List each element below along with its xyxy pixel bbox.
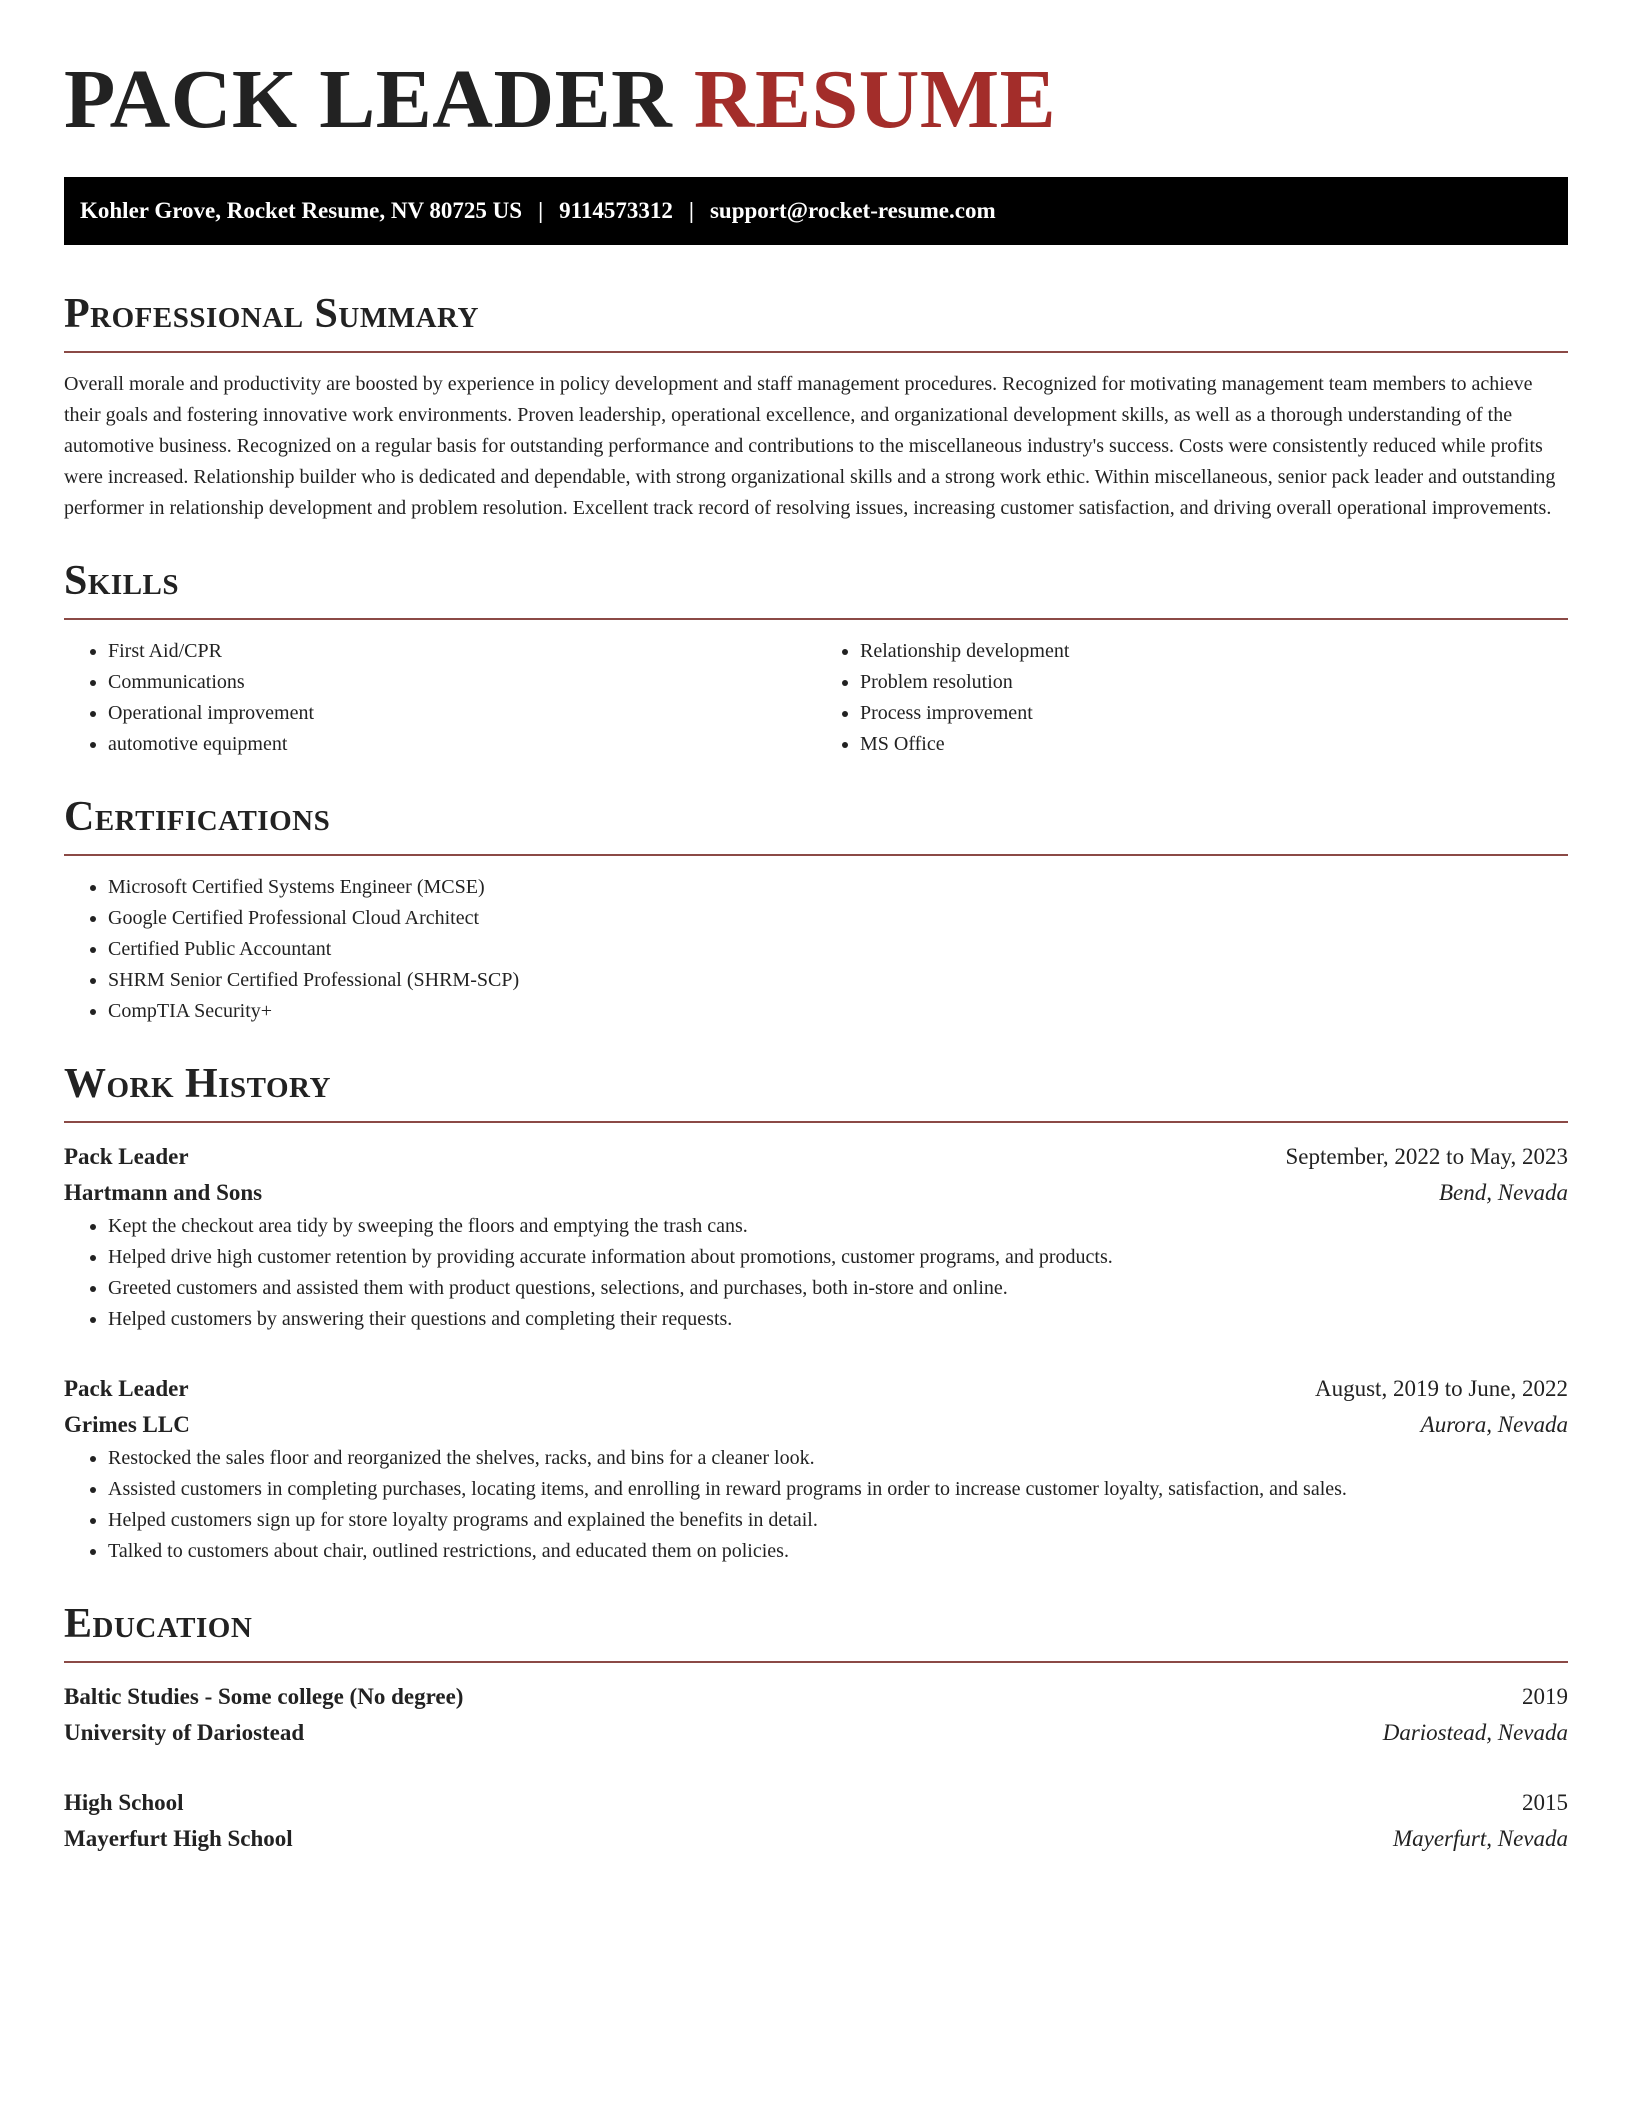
skills-grid bbox=[64, 636, 1568, 760]
job-bullet: • Kept the checkout area tidy by sweeping the floors and emptying the trash cans. bbox=[108, 1211, 1568, 1242]
job-title-row bbox=[64, 1371, 1568, 1407]
summary-heading: Professional Summary bbox=[64, 290, 479, 337]
job-company-row bbox=[64, 1407, 1568, 1443]
section-divider bbox=[64, 854, 1568, 856]
skill-item: • MS Office bbox=[860, 729, 1568, 760]
job-company-row bbox=[64, 1175, 1568, 1211]
education-degree-row bbox=[64, 1679, 1568, 1715]
skill-item: • Relationship development bbox=[860, 636, 1568, 667]
skill-item: • First Aid/CPR bbox=[108, 636, 816, 667]
education-school-row bbox=[64, 1715, 1568, 1751]
education-degree: Baltic Studies - Some college (No degree) bbox=[64, 1683, 464, 1709]
section-divider bbox=[64, 1661, 1568, 1663]
job-bullet: • Talked to customers about chair, outlined restrictions, and educated them on policies. bbox=[108, 1536, 1568, 1567]
title-second-part: RESUME bbox=[693, 53, 1057, 146]
contact-bar bbox=[64, 177, 1568, 245]
job-title: Pack Leader bbox=[64, 1143, 189, 1169]
section-divider bbox=[64, 351, 1568, 353]
contact-separator: | bbox=[538, 197, 544, 223]
job-location: Bend, Nevada bbox=[1438, 1179, 1568, 1205]
education-heading: Education bbox=[64, 1600, 253, 1647]
job-company: Grimes LLC bbox=[64, 1411, 190, 1437]
skills-heading: Skills bbox=[64, 557, 180, 604]
skill-item: • Process improvement bbox=[860, 698, 1568, 729]
job-bullet: • Assisted customers in completing purchases, locating items, and enrolling in reward programs in order to increase customer loyalty, satisfaction, and sales. bbox=[108, 1474, 1568, 1505]
education-year: 2019 bbox=[1522, 1683, 1568, 1709]
skill-item: • Communications bbox=[108, 667, 816, 698]
section-divider bbox=[64, 1121, 1568, 1123]
job-bullets bbox=[64, 1211, 1568, 1335]
contact-address: Kohler Grove, Rocket Resume, NV 80725 US bbox=[80, 197, 523, 223]
job-dates: September, 2022 to May, 2023 bbox=[1285, 1143, 1568, 1169]
job-title: Pack Leader bbox=[64, 1375, 189, 1401]
education-school: Mayerfurt High School bbox=[64, 1825, 293, 1851]
education-school: University of Dariostead bbox=[64, 1719, 305, 1745]
certification-item: • CompTIA Security+ bbox=[108, 996, 1568, 1027]
education-degree-row bbox=[64, 1785, 1568, 1821]
certifications-list bbox=[64, 872, 1568, 1027]
education-school-row bbox=[64, 1821, 1568, 1857]
title-first-part: PACK LEADER bbox=[64, 53, 673, 146]
job-bullet: • Greeted customers and assisted them with product questions, selections, and purchases, both in-store and online. bbox=[108, 1273, 1568, 1304]
skill-item: • automotive equipment bbox=[108, 729, 816, 760]
certification-item: • Certified Public Accountant bbox=[108, 934, 1568, 965]
education-location: Dariostead, Nevada bbox=[1382, 1719, 1568, 1745]
skill-item: • Problem resolution bbox=[860, 667, 1568, 698]
skill-item: • Operational improvement bbox=[108, 698, 816, 729]
job-bullet: • Helped customers by answering their questions and completing their requests. bbox=[108, 1304, 1568, 1335]
contact-separator: | bbox=[688, 197, 694, 223]
education-location: Mayerfurt, Nevada bbox=[1392, 1825, 1568, 1851]
job-bullet: • Helped customers sign up for store loyalty programs and explained the benefits in detail. bbox=[108, 1505, 1568, 1536]
certification-item: • Google Certified Professional Cloud Architect bbox=[108, 903, 1568, 934]
contact-email: support@rocket-resume.com bbox=[709, 197, 996, 223]
job-bullet: • Helped drive high customer retention by providing accurate information about promotions, customer programs, and products. bbox=[108, 1242, 1568, 1273]
education-degree: High School bbox=[64, 1789, 184, 1815]
job-title-row bbox=[64, 1139, 1568, 1175]
resume-title bbox=[64, 50, 1568, 151]
certifications-heading: Certifications bbox=[64, 793, 331, 840]
summary-text: Overall morale and productivity are boosted by experience in policy development and staff management procedures. Recognized for motivating management team members to achieve their goals and fostering innovative work environments. Proven leadership, operational excellence, and organizational development skills, as well as a thorough understanding of the automotive business. Recognized on a regular basis for outstanding performance and contributions to the miscellaneous industry's success. Costs were consistently reduced while profits were increased. Relationship builder who is dedicated and dependable, with strong organizational skills and a strong work ethic. Within miscellaneous, senior pack leader and outstanding performer in relationship development and problem resolution. Excellent track record of resolving issues, increasing customer satisfaction, and driving overall operational improvements. bbox=[64, 372, 1556, 519]
work-history-heading: Work History bbox=[64, 1060, 331, 1107]
contact-phone: 9114573312 bbox=[559, 197, 673, 223]
education-year: 2015 bbox=[1522, 1789, 1568, 1815]
job-entry bbox=[64, 1371, 1568, 1567]
certification-item: • SHRM Senior Certified Professional (SHRM-SCP) bbox=[108, 965, 1568, 996]
section-divider bbox=[64, 618, 1568, 620]
certification-item: • Microsoft Certified Systems Engineer (MCSE) bbox=[108, 872, 1568, 903]
job-bullet: • Restocked the sales floor and reorganized the shelves, racks, and bins for a cleaner look. bbox=[108, 1443, 1568, 1474]
job-dates: August, 2019 to June, 2022 bbox=[1315, 1375, 1568, 1401]
job-bullets bbox=[64, 1443, 1568, 1567]
education-entry bbox=[64, 1785, 1568, 1857]
skills-list-left bbox=[64, 636, 816, 760]
job-location: Aurora, Nevada bbox=[1420, 1411, 1568, 1437]
education-entry bbox=[64, 1679, 1568, 1751]
job-company: Hartmann and Sons bbox=[64, 1179, 263, 1205]
skills-list-right bbox=[816, 636, 1568, 760]
job-entry bbox=[64, 1139, 1568, 1335]
